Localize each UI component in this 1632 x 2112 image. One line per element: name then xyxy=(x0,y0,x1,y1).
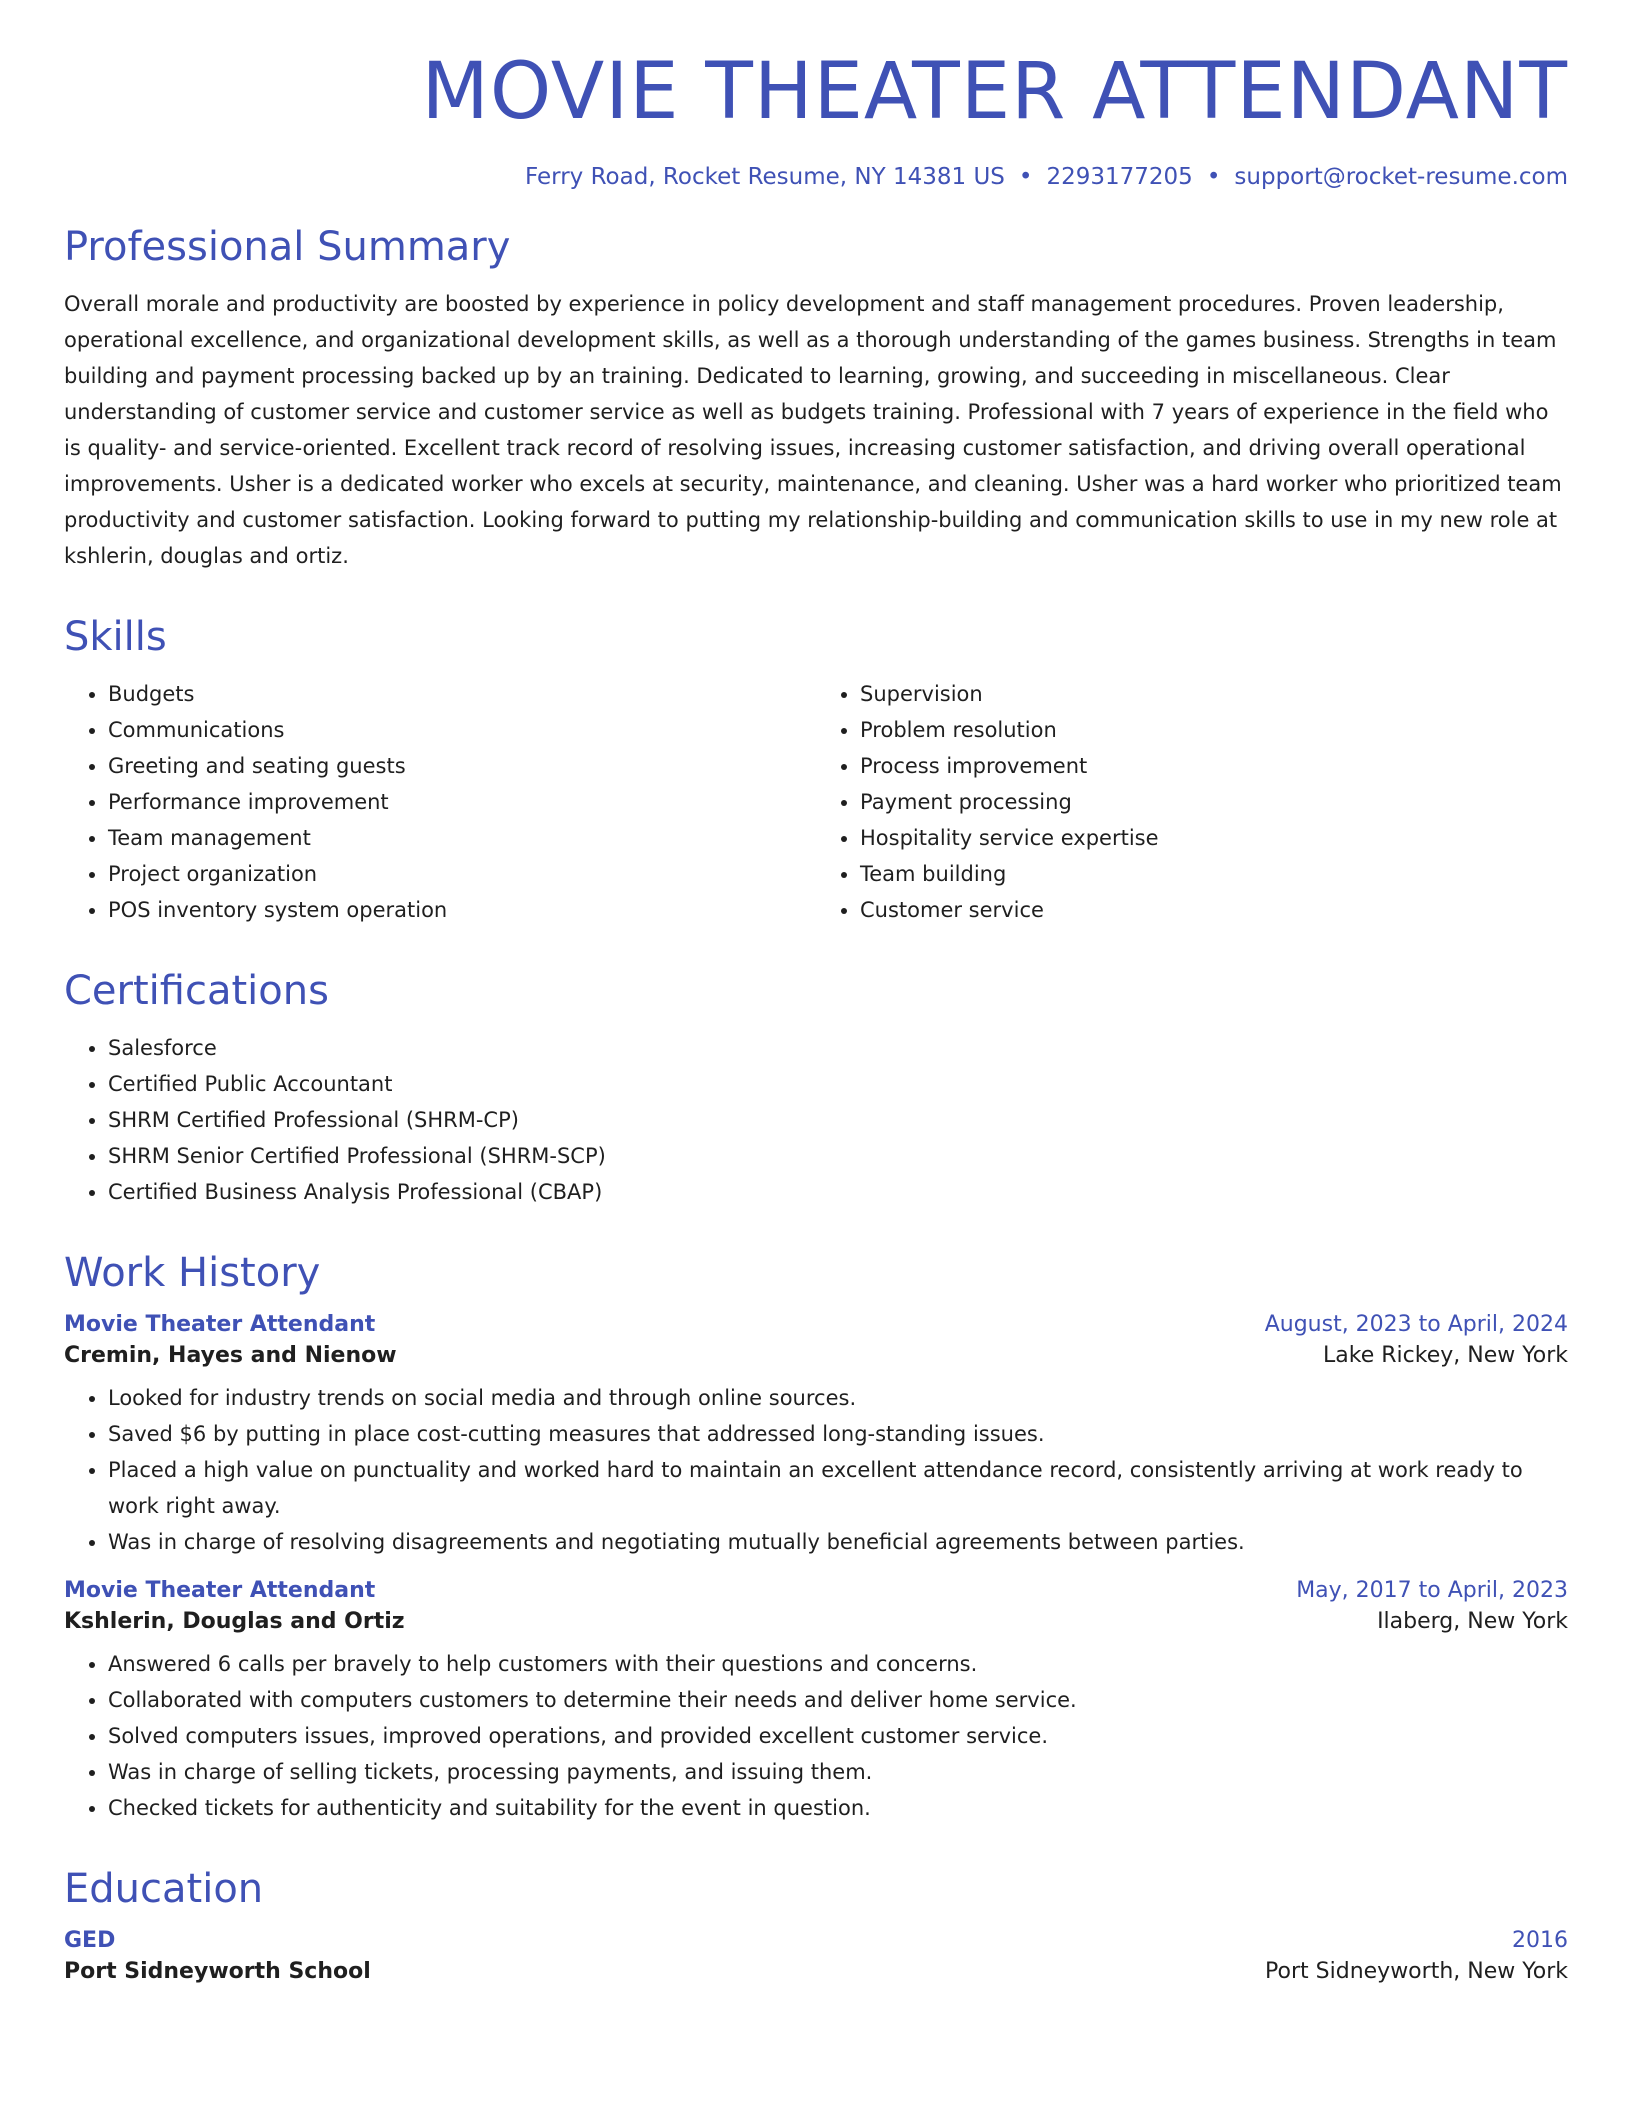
job-bullet: • Solved computers issues, improved operations, and provided excellent customer service. xyxy=(108,1718,1568,1754)
skills-columns xyxy=(64,676,1568,928)
job-bullet: • Looked for industry trends on social media and through online sources. xyxy=(108,1380,1568,1416)
job-bullets xyxy=(64,1380,1568,1560)
skills-heading: Skills xyxy=(64,613,167,660)
education-degree: GED xyxy=(64,1927,116,1953)
job-header xyxy=(64,1578,1568,1603)
skills-list-right xyxy=(816,676,1568,928)
job-title: Movie Theater Attendant xyxy=(64,1577,376,1603)
job-header xyxy=(64,1312,1568,1337)
education-subheader xyxy=(64,1959,1568,1984)
job-subheader xyxy=(64,1343,1568,1368)
certification-item: • SHRM Certified Professional (SHRM-CP) xyxy=(108,1102,1568,1138)
certification-item: • Certified Public Accountant xyxy=(108,1066,1568,1102)
contact-separator: • xyxy=(1018,163,1033,190)
certification-item: • SHRM Senior Certified Professional (SHRM-SCP) xyxy=(108,1138,1568,1174)
skills-list-left xyxy=(64,676,816,928)
job-company: Cremin, Hayes and Nienow xyxy=(64,1342,397,1368)
skill-item: • Supervision xyxy=(860,676,1568,712)
skill-item: • Communications xyxy=(108,712,816,748)
certifications-list xyxy=(64,1030,1568,1210)
contact-address: Ferry Road, Rocket Resume, NY 14381 US xyxy=(525,163,1005,190)
job-title: Movie Theater Attendant xyxy=(64,1311,376,1337)
job-location: Lake Rickey, New York xyxy=(1323,1342,1568,1368)
summary-heading: Professional Summary xyxy=(64,223,511,270)
job-bullet: • Saved $6 by putting in place cost-cutting measures that addressed long-standing issues. xyxy=(108,1416,1568,1452)
skill-item: • Project organization xyxy=(108,856,816,892)
job-company: Kshlerin, Douglas and Ortiz xyxy=(64,1608,405,1634)
job-bullet: • Was in charge of selling tickets, processing payments, and issuing them. xyxy=(108,1754,1568,1790)
skill-item: • Team management xyxy=(108,820,816,856)
job-entry xyxy=(64,1312,1568,1560)
work-history-heading: Work History xyxy=(64,1249,321,1296)
job-dates: August, 2023 to April, 2024 xyxy=(1264,1311,1568,1337)
certification-item: • Certified Business Analysis Professional (CBAP) xyxy=(108,1174,1568,1210)
contact-email[interactable]: support@rocket-resume.com xyxy=(1234,163,1568,190)
education-location: Port Sidneyworth, New York xyxy=(1265,1958,1568,1984)
education-heading: Education xyxy=(64,1865,264,1912)
job-bullet: • Checked tickets for authenticity and suitability for the event in question. xyxy=(108,1790,1568,1826)
education-year: 2016 xyxy=(1512,1927,1568,1953)
education-school: Port Sidneyworth School xyxy=(64,1958,371,1984)
skill-item: • Problem resolution xyxy=(860,712,1568,748)
skill-item: • POS inventory system operation xyxy=(108,892,816,928)
skill-item: • Team building xyxy=(860,856,1568,892)
skill-item: • Customer service xyxy=(860,892,1568,928)
certifications-heading: Certifications xyxy=(64,967,329,1014)
education-header xyxy=(64,1928,1568,1953)
skill-item: • Budgets xyxy=(108,676,816,712)
certification-item: • Salesforce xyxy=(108,1030,1568,1066)
skill-item: • Hospitality service expertise xyxy=(860,820,1568,856)
contact-separator: • xyxy=(1206,163,1221,190)
job-bullet: • Placed a high value on punctuality and worked hard to maintain an excellent attendance record, consistently arriving at work ready to work right away. xyxy=(108,1452,1568,1524)
contact-line xyxy=(64,164,1568,190)
job-bullets xyxy=(64,1646,1568,1826)
contact-phone: 2293177205 xyxy=(1046,163,1193,190)
skill-item: • Performance improvement xyxy=(108,784,816,820)
resume-title: MOVIE THEATER ATTENDANT xyxy=(421,47,1568,137)
skill-item: • Greeting and seating guests xyxy=(108,748,816,784)
job-bullet: • Answered 6 calls per bravely to help customers with their questions and concerns. xyxy=(108,1646,1568,1682)
skill-item: • Payment processing xyxy=(860,784,1568,820)
job-entry xyxy=(64,1578,1568,1826)
job-bullet: • Was in charge of resolving disagreements and negotiating mutually beneficial agreements between parties. xyxy=(108,1524,1568,1560)
job-bullet: • Collaborated with computers customers to determine their needs and deliver home service. xyxy=(108,1682,1568,1718)
summary-text: Overall morale and productivity are boosted by experience in policy development and staff management procedures. Proven leadership, operational excellence, and organizational development skills, as well as a thorough understanding of the games business. Strengths in team building and payment processing backed up by an training. Dedicated to learning, growing, and succeeding in miscellaneous. Clear understanding of customer service and customer service as well as budgets training. Professional with 7 years of experience in the field who is quality- and service-oriented. Excellent track record of resolving issues, increasing customer satisfaction, and driving overall operational improvements. Usher is a dedicated worker who excels at security, maintenance, and cleaning. Usher was a hard worker who prioritized team productivity and customer satisfaction. Looking forward to putting my relationship-building and communication skills to use in my new role at kshlerin, douglas and ortiz. xyxy=(64,291,1562,568)
job-subheader xyxy=(64,1609,1568,1634)
education-entry xyxy=(64,1928,1568,1984)
job-dates: May, 2017 to April, 2023 xyxy=(1296,1577,1568,1603)
skill-item: • Process improvement xyxy=(860,748,1568,784)
job-location: Ilaberg, New York xyxy=(1377,1608,1568,1634)
